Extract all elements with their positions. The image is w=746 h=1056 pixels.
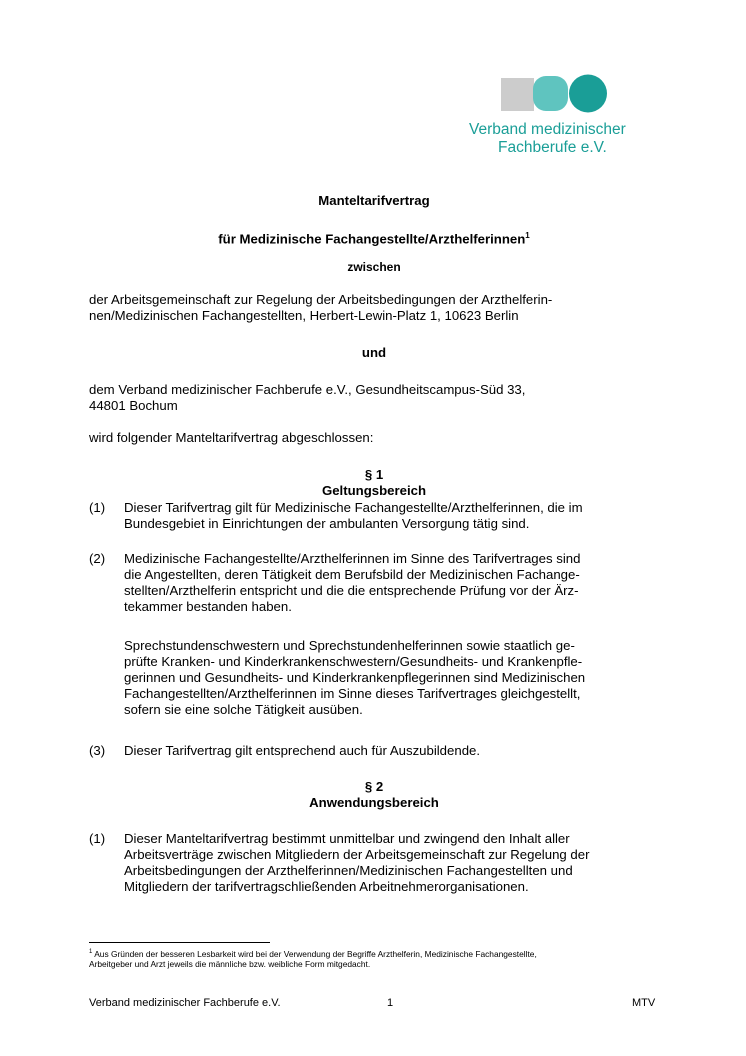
intro-text: wird folgender Manteltarifvertrag abgeschlossen:: [89, 430, 374, 445]
party-2-line: 44801 Bochum: [89, 398, 178, 414]
footer-page-number: 1: [387, 997, 394, 1009]
section-1-number: § 1: [364, 467, 384, 482]
footer-organization: Verband medizinischer Fachberufe e.V.: [89, 997, 281, 1009]
logo-shapes: [469, 73, 644, 113]
party-2: [89, 382, 659, 414]
item-line: Dieser Tarifvertrag gilt für Medizinische Fachangestellte/Arzthelferinnen, die im: [124, 500, 583, 515]
section-2-heading: [89, 779, 659, 811]
item-line: Dieser Tarifvertrag gilt entsprechend auch für Auszubildende.: [124, 743, 481, 758]
document-subtitle: [89, 228, 659, 247]
document-title: Manteltarifvertrag: [318, 193, 430, 208]
between-label: zwischen: [347, 260, 401, 274]
item-line: Arbeitsbedingungen der Arzthelferinnen/Medizinischen Fachangestellten und: [124, 863, 573, 879]
logo-teal-circle: [569, 75, 607, 113]
section-1-item-2-continued: [89, 638, 659, 718]
footer-document-code: MTV: [632, 997, 656, 1009]
footnote-mark: 1: [89, 949, 93, 955]
item-line: Arbeitsverträge zwischen Mitgliedern der Arbeitsgemeinschaft zur Regelung der: [124, 847, 590, 863]
footnote: [89, 947, 659, 970]
logo-light-teal-shape: [533, 76, 568, 111]
section-1-item-3: [89, 743, 659, 759]
item-line: Dieser Manteltarifvertrag bestimmt unmittelbar und zwingend den Inhalt aller: [124, 831, 570, 846]
item-line: Fachangestellten/Arzthelferinnen im Sinne dieses Tarifvertrages gleichgestellt,: [124, 686, 581, 702]
item-line: sofern sie eine solche Tätigkeit ausüben.: [124, 702, 363, 718]
footnote-ref[interactable]: 1: [525, 231, 530, 240]
item-line: prüfte Kranken- und Kinderkrankenschwestern/Gesundheits- und Krankenpfle-: [124, 654, 583, 670]
section-1-title: Geltungsbereich: [321, 483, 427, 499]
item-line: Bundesgebiet in Einrichtungen der ambulanten Versorgung tätig sind.: [124, 516, 530, 532]
item-line: stellten/Arzthelferin entspricht und die die entsprechende Prüfung vor der Ärz-: [124, 583, 579, 599]
party-1-line: nen/Medizinischen Fachangestellten, Herbert-Lewin-Platz 1, 10623 Berlin: [89, 308, 519, 324]
section-1-heading: [89, 467, 659, 499]
item-number: (2): [89, 551, 106, 566]
item-line: tekammer bestanden haben.: [124, 599, 292, 615]
section-2-number: § 2: [364, 779, 384, 794]
party-2-line: dem Verband medizinischer Fachberufe e.V., Gesundheitscampus-Süd 33,: [89, 382, 526, 397]
logo-line-1: Verband medizinischer: [469, 121, 626, 138]
item-line: die Angestellten, deren Tätigkeit dem Berufsbild der Medizinischen Fachange-: [124, 567, 580, 583]
item-number: (1): [89, 500, 106, 515]
item-line: Sprechstundenschwestern und Sprechstundenhelferinnen sowie staatlich ge-: [124, 638, 575, 653]
item-line: Medizinische Fachangestellte/Arzthelferinnen im Sinne des Tarifvertrages sind: [124, 551, 581, 566]
footnote-text: Aus Gründen der besseren Lesbarkeit wird bei der Verwendung der Begriffe Arzthelferin, Medizinische Fachangestellte,: [94, 948, 537, 959]
item-number: (3): [89, 743, 106, 758]
party-1: [89, 292, 659, 324]
logo-line-2: Fachberufe e.V.: [498, 139, 607, 156]
logo-gray-square: [501, 78, 534, 111]
item-number: (1): [89, 831, 106, 846]
item-line: Mitgliedern der tarifvertragschließenden Arbeitnehmerorganisationen.: [124, 879, 529, 895]
subtitle-text: für Medizinische Fachangestellte/Arzthelferinnen: [218, 231, 526, 247]
section-2-title: Anwendungsbereich: [309, 795, 439, 811]
logo-text: [469, 121, 644, 157]
item-line: gerinnen und Gesundheits- und Kinderkrankenpflegerinnen sind Medizinischen: [124, 670, 586, 686]
footnote-line: Arbeitgeber und Arzt jeweils die männliche bzw. weibliche Form mitgedacht.: [89, 959, 371, 970]
section-1-item-1: [89, 500, 659, 532]
footnote-divider: [89, 942, 270, 943]
and-label: und: [361, 345, 387, 360]
footnote-line: [89, 947, 659, 959]
vmf-logo: [469, 73, 644, 157]
section-2-item-1: [89, 831, 659, 895]
logo-mark-icon: [469, 73, 609, 113]
section-1-item-2: [89, 551, 659, 615]
party-1-line: der Arbeitsgemeinschaft zur Regelung der Arbeitsbedingungen der Arzthelferin-: [89, 292, 553, 307]
